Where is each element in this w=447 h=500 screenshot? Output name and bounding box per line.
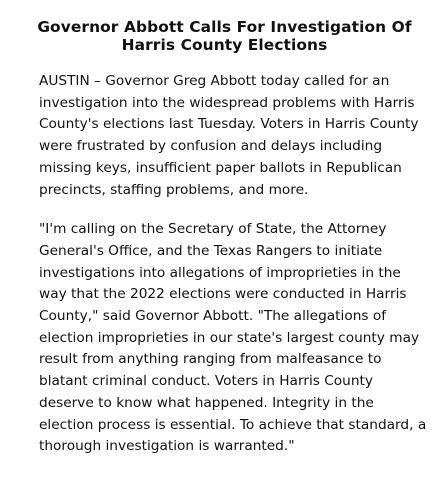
paragraph-intro: AUSTIN – Governor Greg Abbott today called for an investigation into the widespread problems with Harris County's elections last Tuesday. Voters in Harris County were frustrated by confusion and delays including missing keys, insufficient paper ballots in Republican precincts, staffing problems, and more. xyxy=(39,73,419,198)
paragraph-quote: "I'm calling on the Secretary of State, the Attorney General's Office, and the Texas Rangers to initiate investigations into allegations of improprieties in the way that the 2022 elections were conducted in Harris County," said Governor Abbott. "The allegations of election improprieties in our state's largest county may result from anything ranging from malfeasance to blatant criminal conduct. Voters in Harris County deserve to know what happened. Integrity in the election process is essential. To achieve that standard, a thorough investigation is warranted." xyxy=(39,221,427,455)
headline: Governor Abbott Calls For Investigation Of Harris County Elections xyxy=(37,18,412,54)
